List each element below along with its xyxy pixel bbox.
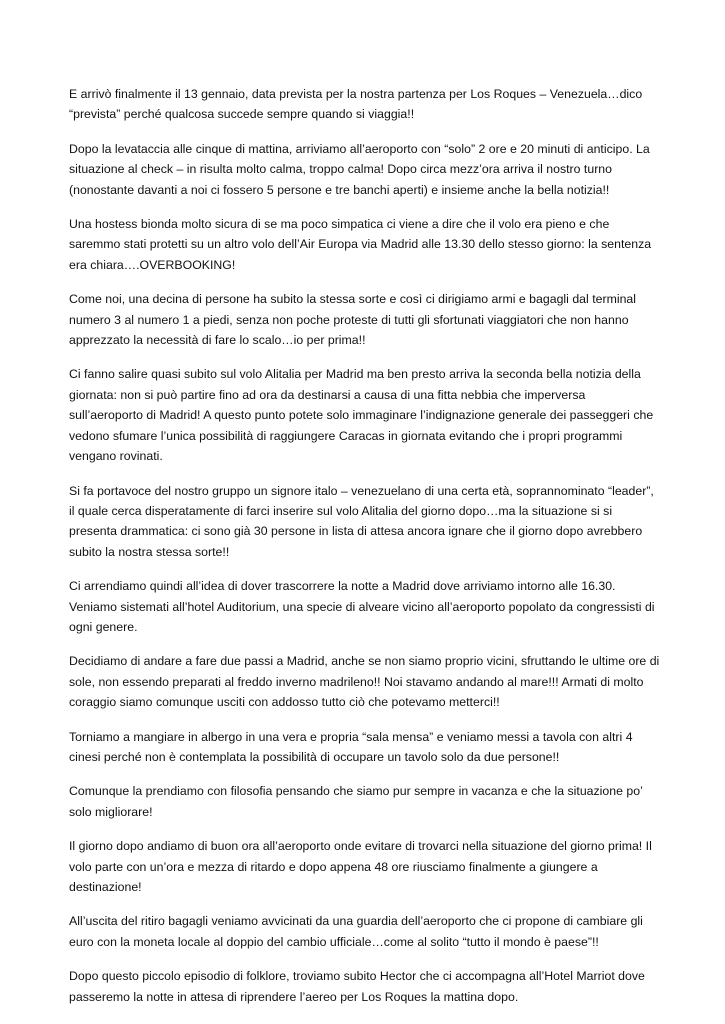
paragraph-9: Torniamo a mangiare in albergo in una vera e propria “sala mensa” e veniamo messi a tavola con altri 4 cinesi perché non è contemplata la possibilità di occupare un tavolo solo da due persone!! <box>69 729 633 764</box>
paragraph-3: Una hostess bionda molto sicura di se ma poco simpatica ci viene a dire che il volo era pieno e che saremmo stati protetti su un altro volo dell’Air Europa via Madrid alle 13.30 dello stesso giorno: la sentenza era chiara….OVERBOOKING! <box>69 217 652 272</box>
paragraph-10: Comunque la prendiamo con filosofia pensando che siamo pur sempre in vacanza e che la situazione po’ solo migliorare! <box>69 784 643 819</box>
paragraph-12: All’uscita del ritiro bagagli veniamo avvicinati da una guardia dell’aeroporto che ci propone di cambiare gli euro con la moneta locale al doppio del cambio ufficiale…come al solito “tutto il mondo è paese”!! <box>69 914 643 949</box>
paragraph-11: Il giorno dopo andiamo di buon ora all’aeroporto onde evitare di trovarci nella situazione del giorno prima! Il volo parte con un’ora e mezza di ritardo e dopo appena 48 ore riusciamo finalmente a giungere a destinazione! <box>69 839 652 894</box>
paragraph-7: Ci arrendiamo quindi all’idea di dover trascorrere la notte a Madrid dove arriviamo intorno alle 16.30. Veniamo sistemati all’hotel Auditorium, una specie di alveare vicino all’aeroporto popolato da congressisti di ogni genere. <box>69 579 655 634</box>
paragraph-8: Decidiamo di andare a fare due passi a Madrid, anche se non siamo proprio vicini, sfruttando le ultime ore di sole, non essendo preparati al freddo inverno madrileno!! Noi stavamo andando al mare!!! Armati di molto coraggio siamo comunque usciti con addosso tutto ciò che potevamo metterci!! <box>69 654 660 710</box>
paragraph-5: Ci fanno salire quasi subito sul volo Alitalia per Madrid ma ben presto arriva la seconda bella notizia della giornata: non si può partire fino ad ora da destinarsi a causa di una fitta nebbia che imperversa sull’aeroporto di Madrid! A questo punto potete solo immaginare l’indignazione generale dei passeggeri che vedono sfumare l’unica possibilità di raggiungere Caracas in giornata evitando che i propri programmi vengano rovinati. <box>69 367 654 464</box>
paragraph-13: Dopo questo piccolo episodio di folklore, troviamo subito Hector che ci accompagna all’Hotel Marriot dove passeremo la notte in attesa di riprendere l’aereo per Los Roques la mattina dopo. <box>69 969 645 1004</box>
paragraph-6: Si fa portavoce del nostro gruppo un signore italo – venezuelano di una certa età, soprannominato “leader”, il quale cerca disperatamente di farci inserire sul volo Alitalia del giorno dopo…ma la situazione si si presenta drammatica: ci sono già 30 persone in lista di attesa ancora ignare che il giorno dopo avrebbero subito la nostra stessa sorte!! <box>69 483 654 559</box>
document-body <box>69 84 661 1021</box>
paragraph-2: Dopo la levataccia alle cinque di mattina, arriviamo all’aeroporto con “solo” 2 ore e 20 minuti di anticipo. La situazione al check – in risulta molto calma, troppo calma! Dopo circa mezz’ora arriva il nostro turno (nonostante davanti a noi ci fossero 5 persone e tre banchi aperti) e insieme anche la bella notizia!! <box>69 141 650 197</box>
paragraph-4: Come noi, una decina di persone ha subito la stessa sorte e così ci dirigiamo armi e bagagli dal terminal numero 3 al numero 1 a piedi, senza non poche proteste di tutti gli sfortunati viaggiatori che non hanno apprezzato la necessità di fare lo scalo…io per prima!! <box>69 292 637 348</box>
paragraph-1: E arrivò finalmente il 13 gennaio, data prevista per la nostra partenza per Los Roques – Venezuela…dico “prevista” perché qualcosa succede sempre quando si viaggia!! <box>69 87 643 122</box>
